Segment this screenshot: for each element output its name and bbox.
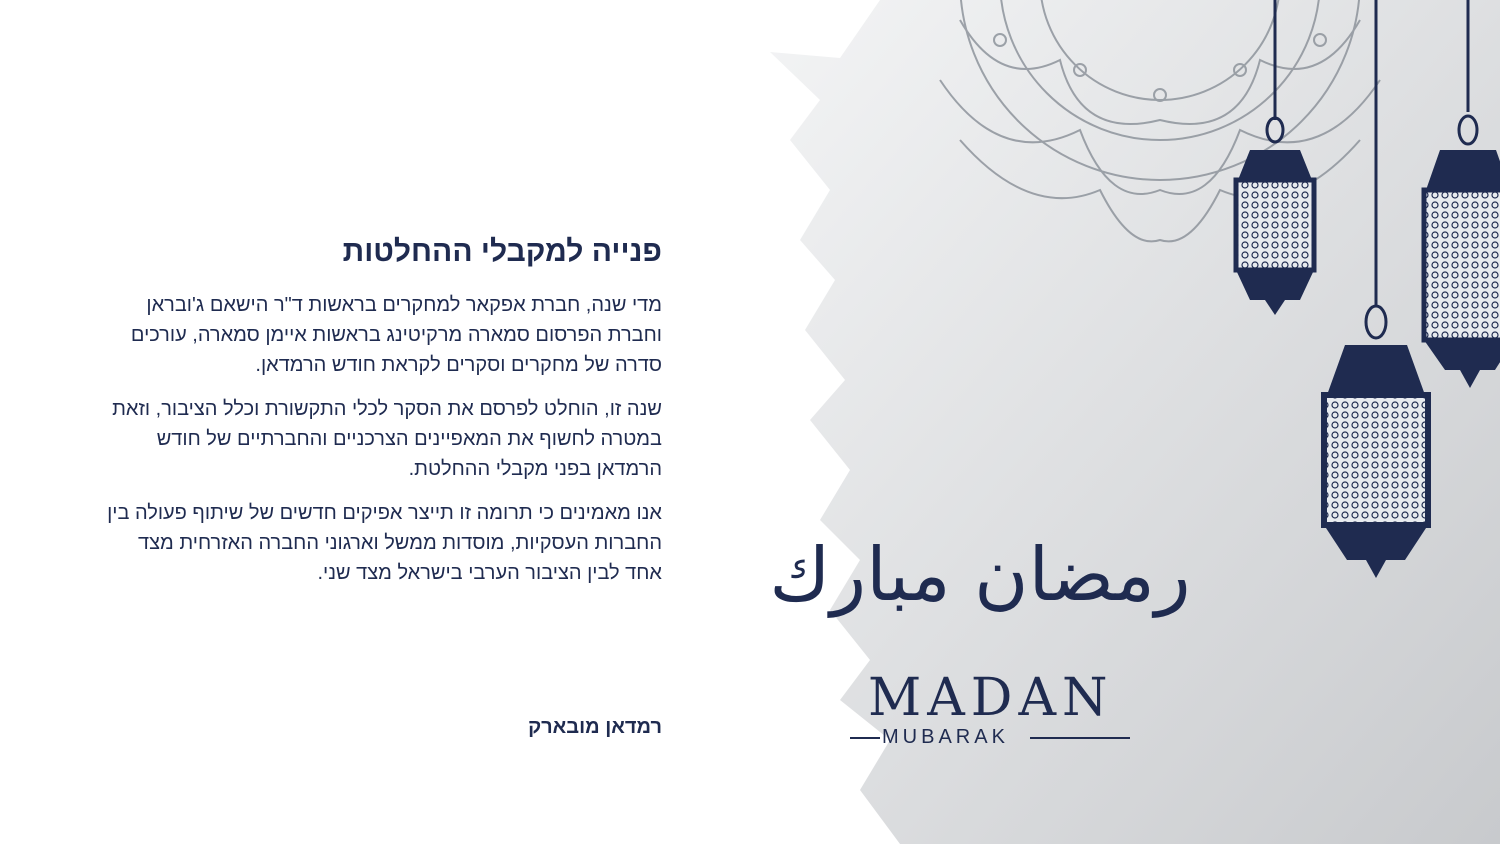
letter-body bbox=[100, 232, 662, 602]
madan-logo-text: MADAN bbox=[868, 668, 1114, 728]
paragraph-intro: מדי שנה, חברת אפקאר למחקרים בראשות ד"ר הישאם ג'ובראן וחברת הפרסום סמארה מרקיטינג בראשות איימן סמארה, עורכים סדרה של מחקרים וסקרים לקראת חודש הרמדאן. bbox=[130, 294, 662, 376]
mubarak-logo-text: MUBARAK bbox=[882, 726, 1009, 748]
paragraph-survey: שנה זו, הוחלט לפרסם את הסקר לכלי התקשורת וכלל הציבור, וזאת במטרה לחשוף את המאפיינים הצרכניים והחברתיים של חודש הרמדאן בפני מקבלי ההחלטת. bbox=[112, 398, 662, 480]
ramadan-calligraphy: رمضان مبارك bbox=[769, 532, 1191, 618]
paragraph-cooperation: אנו מאמינים כי תרומה זו תייצר אפיקים חדשים של שיתוף פעולה בין החברות העסקיות, מוסדות ממשל וארגוני החברה האזרחית מצד אחד לבין הציבור הערבי בישראל מצד שני. bbox=[107, 502, 662, 584]
signoff-greeting: רמדאן מובארק bbox=[528, 716, 662, 738]
page-title: פנייה למקבלי ההחלטות bbox=[342, 235, 662, 268]
